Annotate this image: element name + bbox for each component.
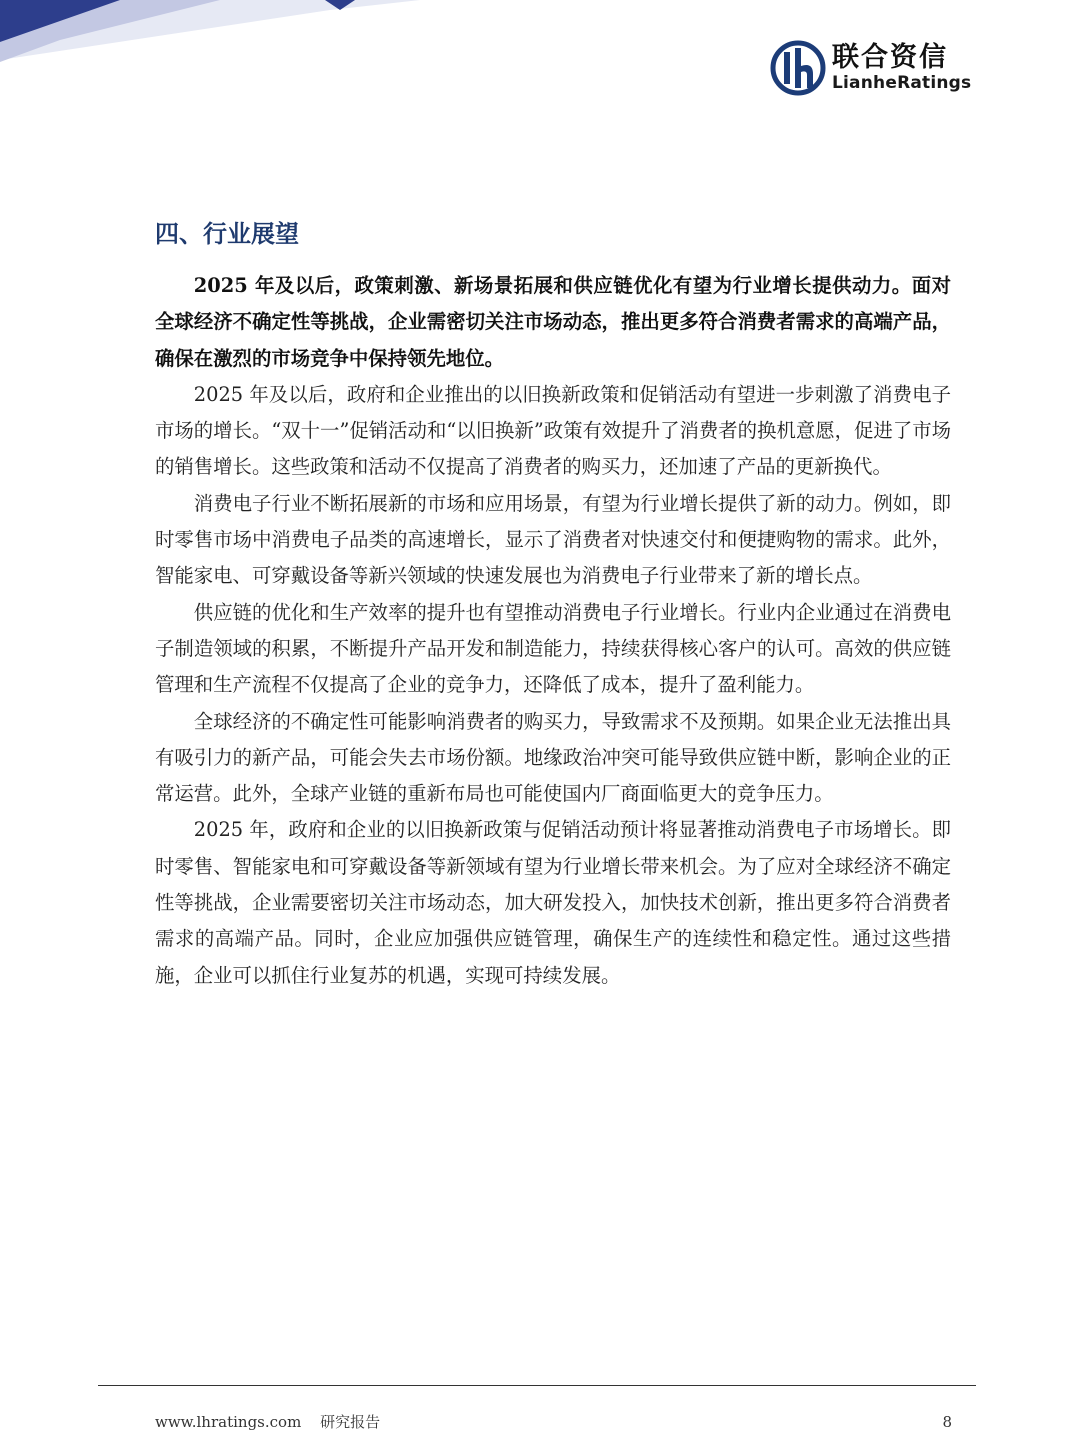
lianhe-logo-icon xyxy=(770,40,826,96)
paragraph-new-scenarios: 消费电子行业不断拓展新的市场和应用场景，有望为行业增长提供了新的动力。例如，即时零售市场中消费电子品类的高速增长，显示了消费者对快速交付和便捷购物的需求。此外，智能家电、可穿戴设备等新兴领域的快速发展也为消费电子行业带来了新的增长点。 xyxy=(155,491,951,588)
footer-divider xyxy=(98,1385,976,1386)
logo-english-name: LianheRatings xyxy=(832,73,972,93)
summary-paragraph: 2025 年及以后，政策刺激、新场景拓展和供应链优化有望为行业增长提供动力。面对全球经济不确定性等挑战，企业需密切关注市场动态，推出更多符合消费者需求的高端产品，确保在激烈的市场竞争中保持领先地位。 xyxy=(155,274,951,370)
page-number: 8 xyxy=(942,1413,952,1431)
company-logo xyxy=(770,38,971,98)
footer-report-type: 研究报告 xyxy=(320,1413,381,1431)
logo-chinese-name: 联合资信 xyxy=(832,42,948,73)
header-decoration xyxy=(0,0,420,80)
paragraph-risks: 全球经济的不确定性可能影响消费者的购买力，导致需求不及预期。如果企业无法推出具有吸引力的新产品，可能会失去市场份额。地缘政治冲突可能导致供应链中断，影响企业的正常运营。此外，全球产业链的重新布局也可能使国内厂商面临更大的竞争压力。 xyxy=(155,709,951,806)
section-title: 四、行业展望 xyxy=(155,220,299,248)
report-body xyxy=(155,268,951,994)
paragraph-policy: 2025 年及以后，政府和企业推出的以旧换新政策和促销活动有望进一步刺激了消费电子市场的增长。“双十一”促销活动和“以旧换新”政策有效提升了消费者的换机意愿，促进了市场的销售增长。这些政策和活动不仅提高了消费者的购买力，还加速了产品的更新换代。 xyxy=(155,382,951,479)
footer-website-link[interactable]: www.lhratings.com xyxy=(155,1413,302,1431)
paragraph-supply-chain: 供应链的优化和生产效率的提升也有望推动消费电子行业增长。行业内企业通过在消费电子制造领域的积累，不断提升产品开发和制造能力，持续获得核心客户的认可。高效的供应链管理和生产流程不仅提高了企业的竞争力，还降低了成本，提升了盈利能力。 xyxy=(155,600,951,697)
footer-info xyxy=(155,1411,380,1433)
paragraph-conclusion: 2025 年，政府和企业的以旧换新政策与促销活动预计将显著推动消费电子市场增长。即时零售、智能家电和可穿戴设备等新领域有望为行业增长带来机会。为了应对全球经济不确定性等挑战，企业需要密切关注市场动态，加大研发投入，加快技术创新，推出更多符合消费者需求的高端产品。同时，企业应加强供应链管理，确保生产的连续性和稳定性。通过这些措施，企业可以抓住行业复苏的机遇，实现可持续发展。 xyxy=(155,818,951,987)
